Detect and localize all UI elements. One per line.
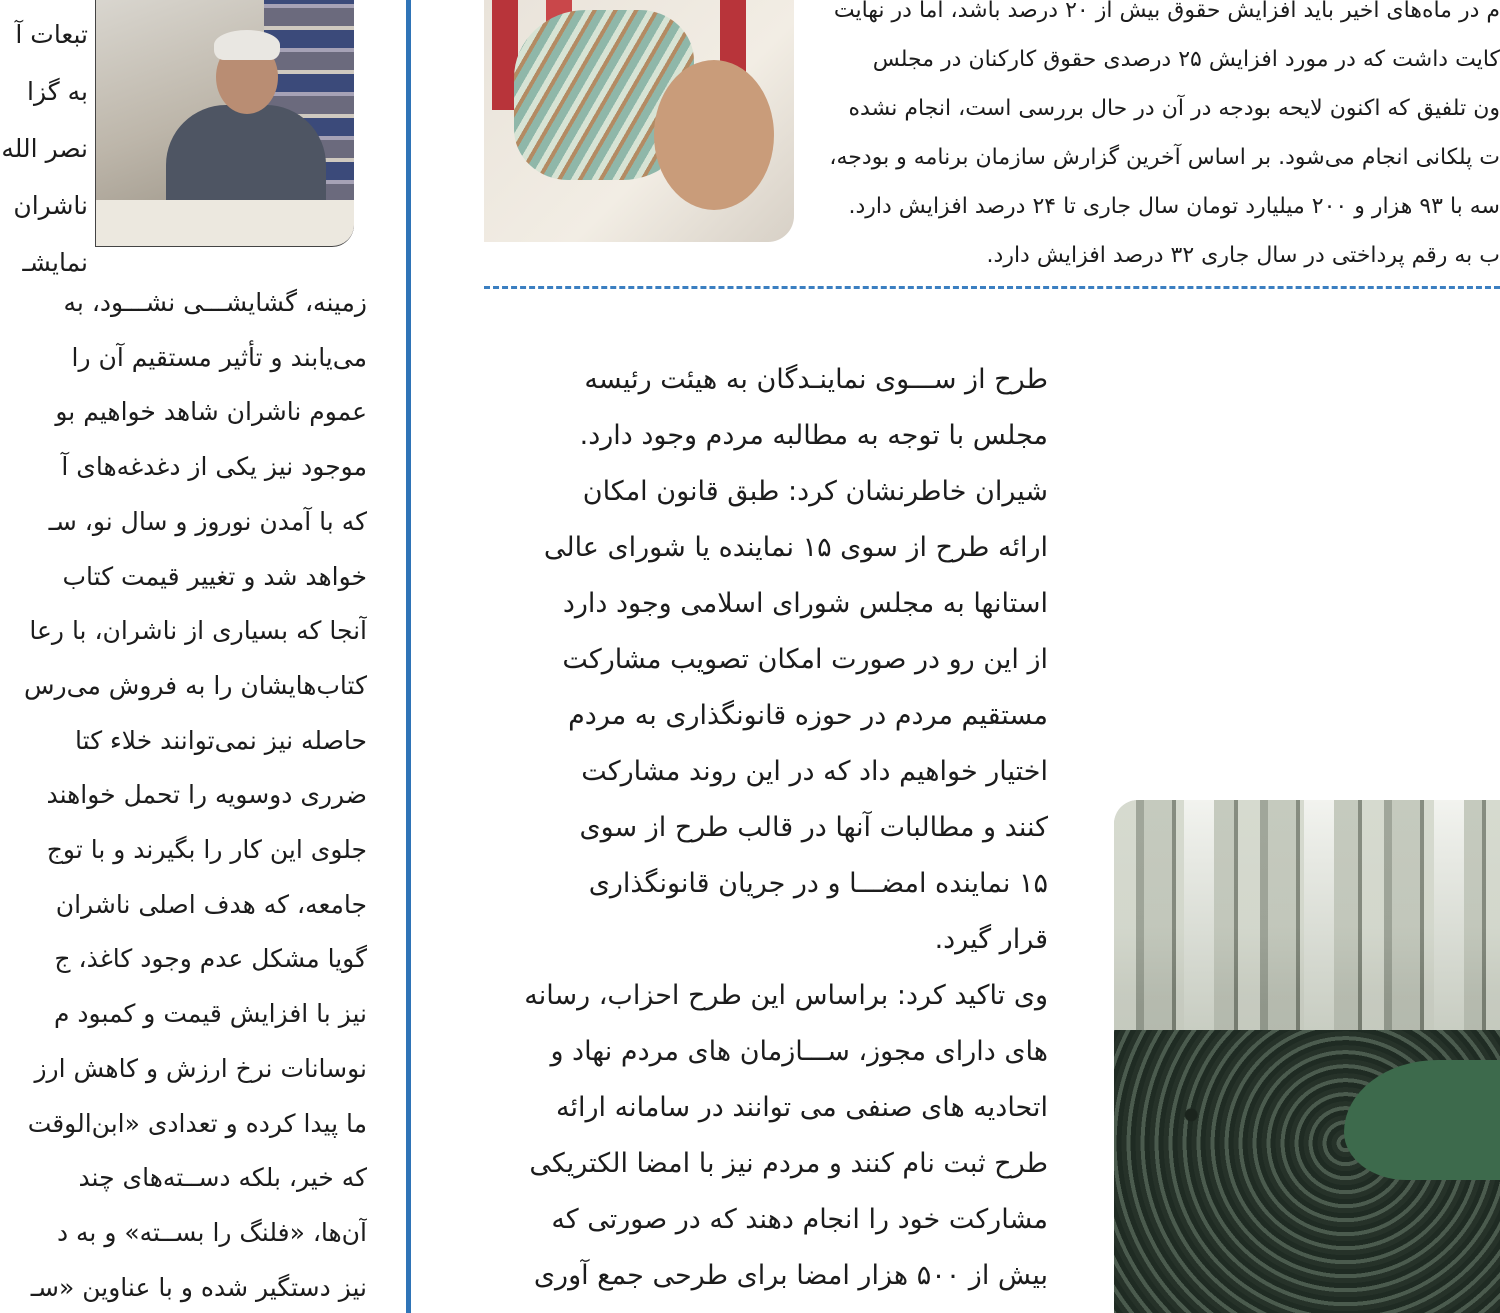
- text-line: ناشران: [13, 191, 88, 220]
- text-line: ب به رقم پرداختی در سال جاری ۳۲ درصد افزایش دارد.: [986, 243, 1500, 268]
- text-line: استانها به مجلس شورای اسلامی وجود دارد: [562, 588, 1048, 619]
- text-line: طرح از ســـوی نماینـدگان به هیئت رئیسه: [584, 364, 1048, 395]
- text-line: ون تلفیق که اکنون لایحه بودجه در آن در حال بررسی است، انجام نشده: [848, 96, 1500, 121]
- text-line: ت پلکانی انجام می‌شود. بر اساس آخرین گزارش سازمان برنامه و بودجه،: [829, 145, 1500, 170]
- text-line: اتحادیه های صنفی می توانند در سامانه ارائه: [556, 1092, 1048, 1123]
- text-line: حاصله نیز نمی‌توانند خلاء کتا: [75, 725, 367, 755]
- text-line: موجود نیز یکی از دغدغه‌های آ: [61, 452, 367, 482]
- left-body-text: [0, 276, 367, 1313]
- text-line: طرح ثبت نام کنند و مردم نیز با امضا الکتریکی: [529, 1148, 1048, 1179]
- desk-graphic: [96, 200, 354, 246]
- text-line: تبعات آ: [15, 20, 88, 49]
- text-line: مشارکت خود را انجام دهند که در صورتی که: [551, 1204, 1048, 1235]
- text-line: ضرری دوسویه را تحمل خواهند: [46, 780, 367, 810]
- text-line: ۱۵ نماینده امضـــا و در جریان قانونگذاری: [588, 868, 1048, 899]
- text-line: که خیر، بلکه دســته‌های چند: [78, 1163, 367, 1193]
- text-line: مجلس با توجه به مطالبه مردم وجود دارد.: [579, 420, 1048, 451]
- text-line: آنجا که بسیاری از ناشران، با رعا: [29, 616, 367, 646]
- text-line: بیش از ۵۰۰ هزار امضا برای طرحی جمع آوری: [533, 1260, 1048, 1291]
- text-line: سه با ۹۳ هزار و ۲۰۰ میلیارد تومان سال جاری تا ۲۴ درصد افزایش دارد.: [848, 194, 1500, 219]
- top-box-text: [815, 0, 1500, 280]
- text-line: اختیار خواهیم داد که در این روند مشارکت: [581, 756, 1048, 787]
- text-line: مستقیم مردم در حوزه قانونگذاری به مردم: [568, 700, 1048, 731]
- dashed-divider: [484, 286, 1500, 289]
- parliament-photo: [1114, 800, 1500, 1313]
- text-line: شیران خاطرنشان کرد: طبق قانون امکان: [582, 476, 1048, 507]
- text-line: زمینه، گشایشـــی نشـــود، به: [63, 288, 367, 317]
- text-line: نصر الله: [1, 134, 88, 163]
- text-line: ارائه طرح از سوی ۱۵ نماینده یا شورای عالی: [543, 532, 1048, 563]
- text-line: آن‌ها، «فلنگ را بســته» و به د: [56, 1217, 367, 1247]
- text-line: وی تاکید کرد: براساس این طرح احزاب، رسانه: [524, 980, 1048, 1011]
- light-graphic: [1304, 800, 1334, 1030]
- text-line: به گزا: [27, 77, 88, 106]
- text-line: می‌یابند و تأثیر مستقیم آن را: [71, 342, 367, 372]
- money-photo: [484, 0, 794, 242]
- text-line: از این رو در صورت امکان تصویب مشارکت: [562, 644, 1048, 675]
- text-line: جامعه، که هدف اصلی ناشران: [55, 889, 367, 919]
- person-hair-graphic: [214, 30, 280, 60]
- text-line: نیز دستگیر شده و با عناوین «سـ: [30, 1272, 367, 1302]
- text-line: ما پیدا کرده و تعدادی «ابن‌الوقت: [27, 1108, 367, 1138]
- text-line: کنند و مطالبات آنها در قالب طرح از سوی: [579, 812, 1048, 843]
- light-graphic: [1434, 800, 1464, 1030]
- text-line: نوسانات نرخ ارزش و کاهش ارز: [34, 1053, 367, 1083]
- portrait-photo: [95, 0, 354, 247]
- column-divider: [406, 0, 411, 1313]
- text-line: جلوی این کار را بگیرند و با توج: [46, 835, 367, 865]
- text-line: کتاب‌هایشان را به فروش می‌رس: [24, 670, 367, 700]
- text-line: نمایشـ: [22, 248, 88, 277]
- text-line: که با آمدن نوروز و سال نو، سـ: [48, 506, 367, 536]
- text-line: قرار گیرد.: [934, 924, 1048, 955]
- left-article-column: [0, 0, 405, 1313]
- text-line: کایت داشت که در مورد افزایش ۲۵ درصدی حقوق کارکنان در مجلس: [872, 47, 1500, 72]
- text-line: نیز با افزایش قیمت و کمبود م: [53, 999, 367, 1029]
- text-line: عموم ناشران شاهد خواهیم بو: [55, 397, 367, 427]
- text-line: گویا مشکل عدم وجود کاغذ، ج: [54, 944, 367, 974]
- text-line: خواهد شد و تغییر قیمت کتاب: [62, 561, 367, 591]
- hand-graphic: [654, 60, 774, 210]
- light-graphic: [1184, 800, 1214, 1030]
- text-line: م در ماه‌های اخیر باید افزایش حقوق بیش از ۲۰ درصد باشد، اما در نهایت: [833, 0, 1500, 23]
- text-line: های دارای مجوز، ســـازمان های مردم نهاد و: [550, 1036, 1048, 1067]
- left-intro-text: [0, 6, 88, 291]
- main-article-column: [492, 352, 1048, 1304]
